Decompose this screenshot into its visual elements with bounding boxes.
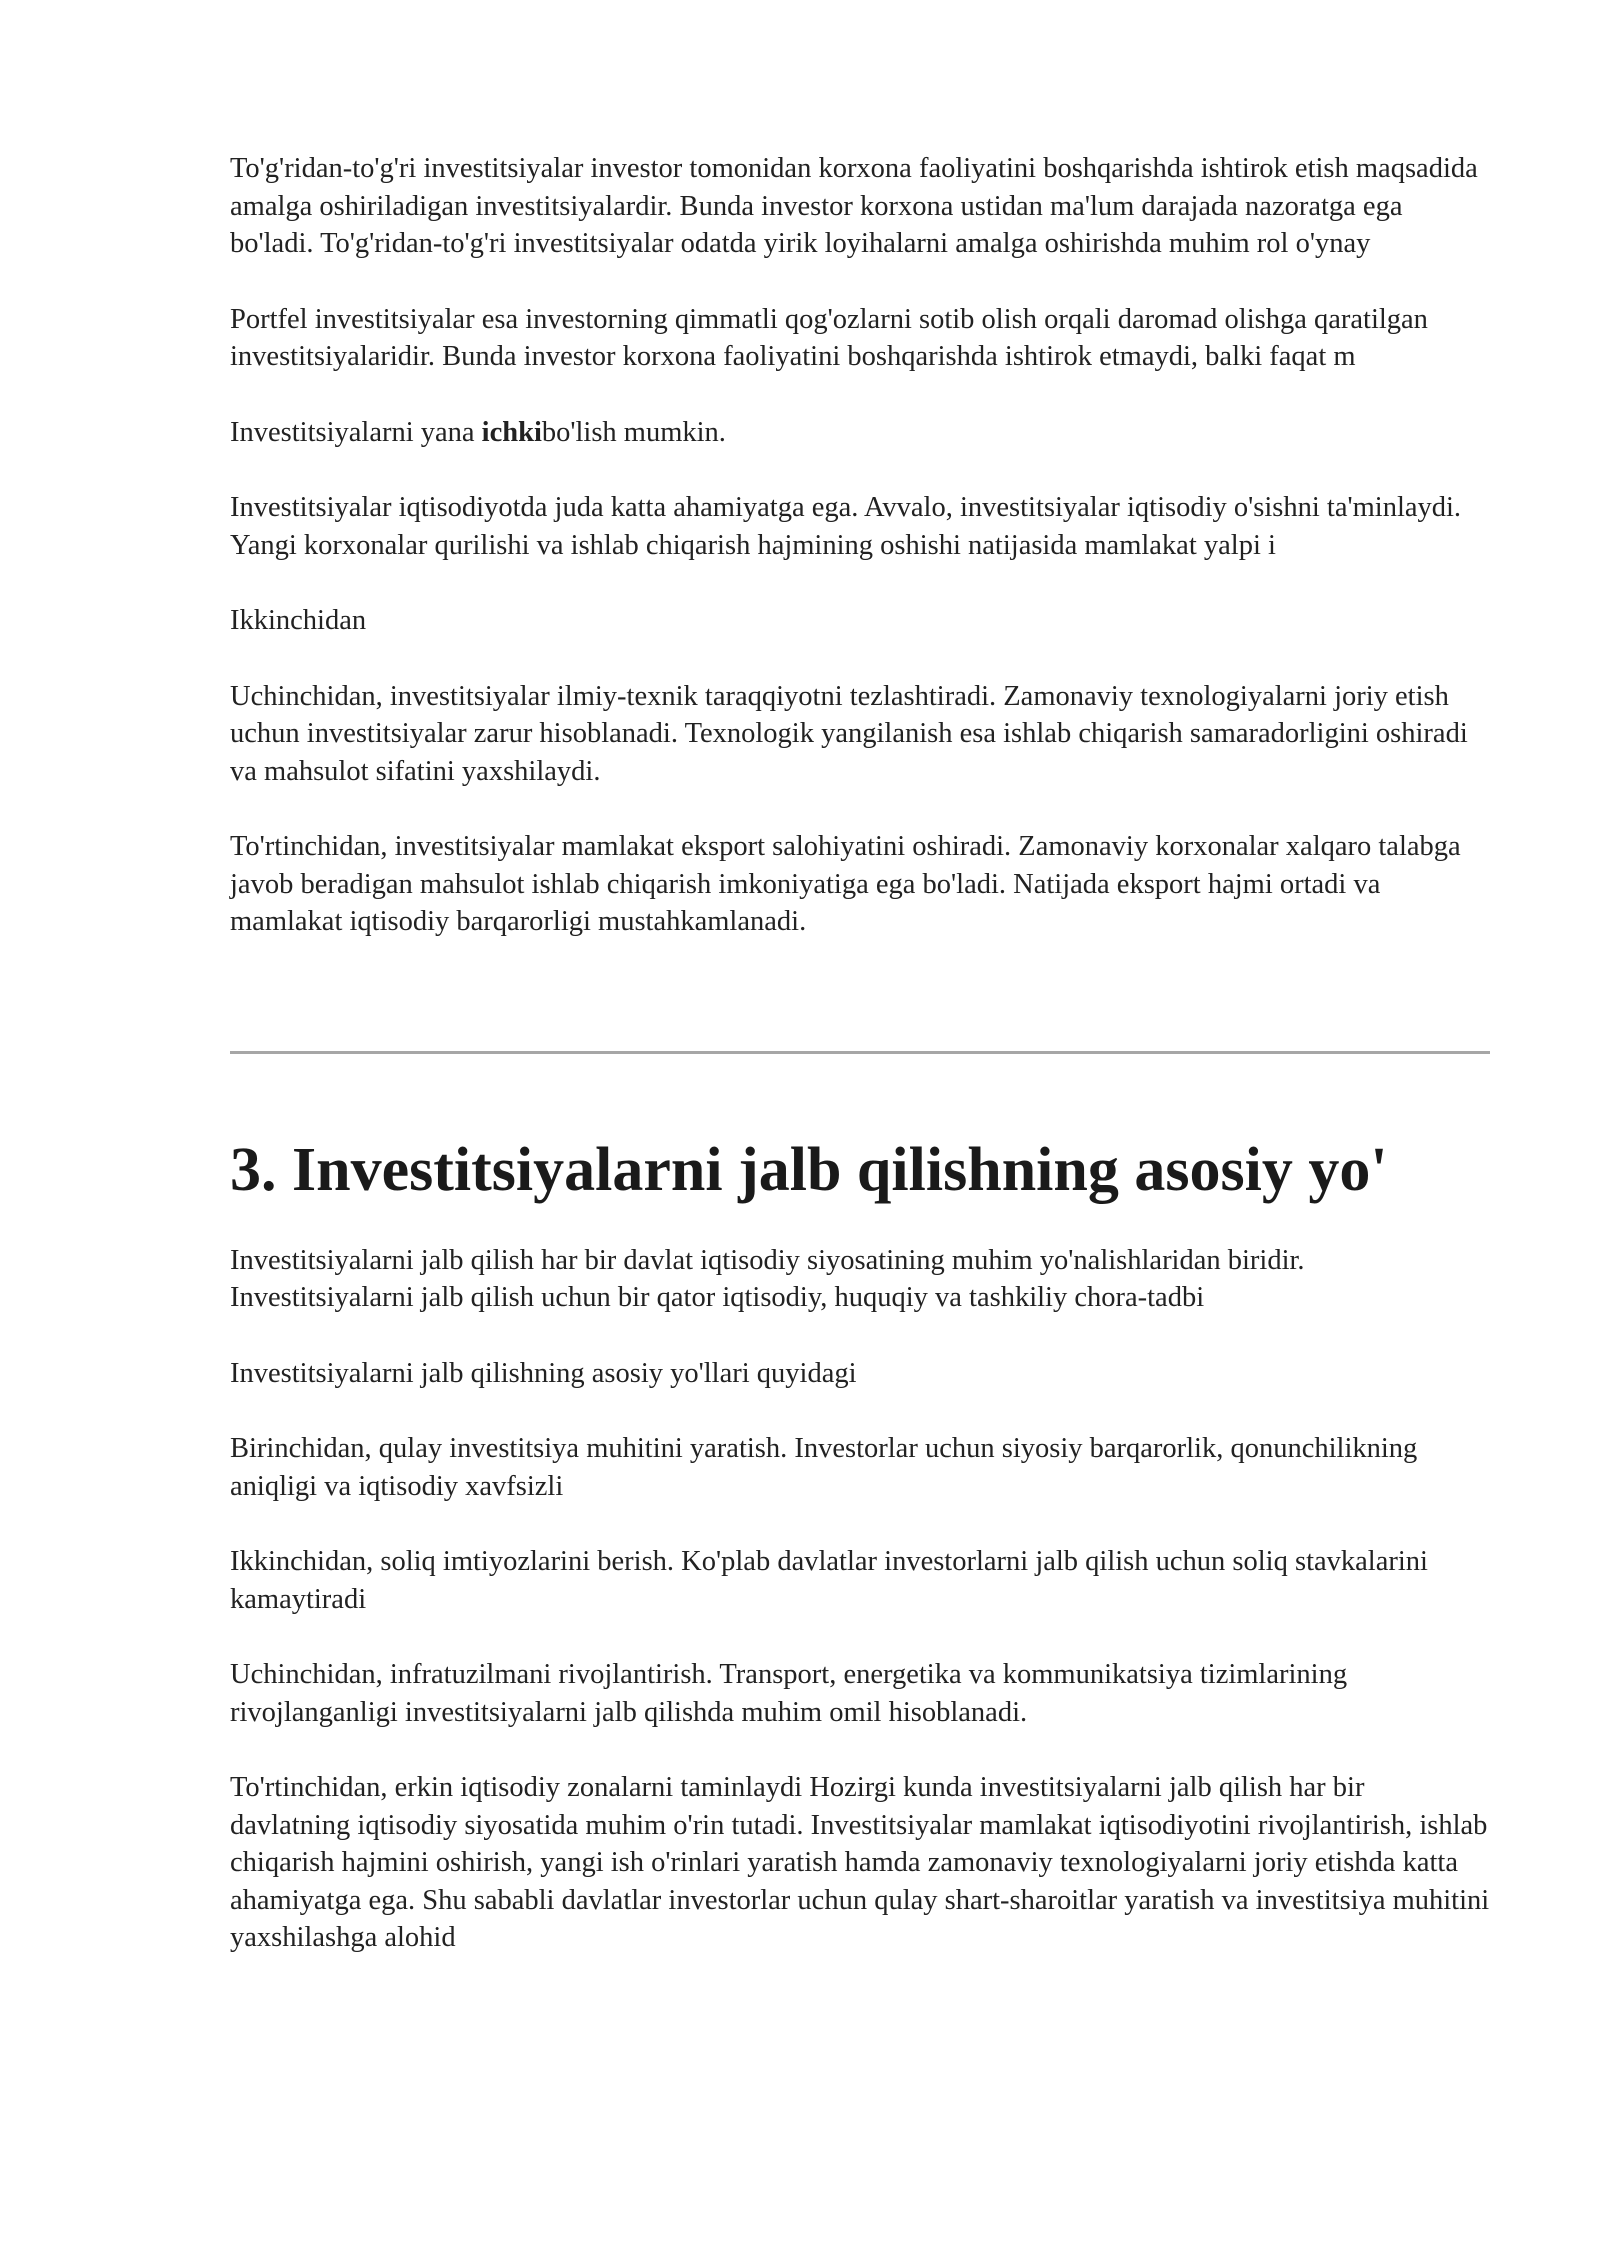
section-divider (230, 1051, 1490, 1054)
paragraph-firstly: Birinchidan, qulay investitsiya muhitini yaratish. Investorlar uchun siyosiy barqarorlik, qonunchilikning aniqligi va iqtisodiy xavfsizli (230, 1433, 1418, 1502)
paragraph-secondly: Ikkinchidan (230, 605, 367, 636)
paragraph-internal-investments (230, 414, 1490, 452)
section-heading: 3. Investitsiyalarni jalb qilishning asosiy yo' (230, 1135, 1388, 1204)
paragraph-fourthly: To'rtinchidan, investitsiyalar mamlakat eksport salohiyatini oshiradi. Zamonaviy korxonalar xalqaro talabga javob beradigan mahsulot ishlab chiqarish imkoniyatiga ega bo'ladi. Natijada eksport hajmi ortadi va mamlakat iqtisodiy barqarorligi mustahkamlanadi. (230, 831, 1461, 937)
paragraph-text-before-bold: Investitsiyalarni yana (230, 416, 482, 448)
paragraph-text-after-bold: bo'lish mumkin. (541, 416, 726, 448)
paragraph-thirdly-infrastructure: Uchinchidan, infratuzilmani rivojlantirish. Transport, energetika va kommunikatsiya tizimlarining rivojlanganligi investitsiyalarni jalb qilishda muhim omil hisoblanadi. (230, 1659, 1348, 1728)
bold-term: ichki (481, 416, 542, 448)
paragraph-thirdly: Uchinchidan, investitsiyalar ilmiy-texnik taraqqiyotni tezlashtiradi. Zamonaviy texnologiyalarni joriy etish uchun investitsiyalar zarur hisoblanadi. Texnologik yangilanish esa ishlab chiqarish samaradorligini oshiradi va mahsulot sifatini yaxshilaydi. (230, 680, 1468, 787)
paragraph-main-ways: Investitsiyalarni jalb qilishning asosiy yo'llari quyidagi (230, 1357, 857, 1389)
paragraph-portfolio-investments: Portfel investitsiyalar esa investorning qimmatli qog'ozlarni sotib olish orqali daromad olishga qaratilgan investitsiyalaridir. Bunda investor korxona faoliyatini boshqarishda ishtirok etmaydi, balki faqat m (230, 303, 1428, 372)
paragraph-secondly-tax: Ikkinchidan, soliq imtiyozlarini berish. Ko'plab davlatlar investorlarni jalb qilish uchun soliq stavkalarini kamaytiradi (230, 1546, 1428, 1615)
document-page (230, 150, 1490, 1995)
paragraph-fourthly-zones: To'rtinchidan, erkin iqtisodiy zonalarni taminlaydi Hozirgi kunda investitsiyalarni jalb qilish har bir davlatning iqtisodiy siyosatida muhim o'rin tutadi. Investitsiyalar mamlakat iqtisodiyotini rivojlantirish, ishlab chiqarish hajmini oshirish, yangi ish o'rinlari yaratish hamda zamonaviy texnologiyalarni joriy etishda katta ahamiyatga ega. Shu sababli davlatlar investorlar uchun qulay shart-sharoitlar yaratish va investitsiya muhitini yaxshilashga alohid (230, 1772, 1490, 1953)
section-spacer (230, 979, 1490, 1051)
paragraph-economic-importance: Investitsiyalar iqtisodiyotda juda katta ahamiyatga ega. Avvalo, investitsiyalar iqtisodiy o'sishni ta'minlaydi. Yangi korxonalar qurilishi va ishlab chiqarish hajmining oshishi natijasida mamlakat yalpi i (230, 492, 1462, 561)
paragraph-attracting-investments: Investitsiyalarni jalb qilish har bir davlat iqtisodiy siyosatining muhim yo'nalishlaridan biridir. Investitsiyalarni jalb qilish uchun bir qator iqtisodiy, huquqiy va tashkiliy chora-tadbi (230, 1244, 1305, 1313)
paragraph-direct-investments: To'g'ridan-to'g'ri investitsiyalar investor tomonidan korxona faoliyatini boshqarishda ishtirok etish maqsadida amalga oshiriladigan investitsiyalardir. Bunda investor korxona ustidan ma'lum darajada nazoratga ega bo'ladi. To'g'ridan-to'g'ri investitsiyalar odatda yirik loyihalarni amalga oshirishda muhim rol o'ynay (230, 153, 1478, 259)
